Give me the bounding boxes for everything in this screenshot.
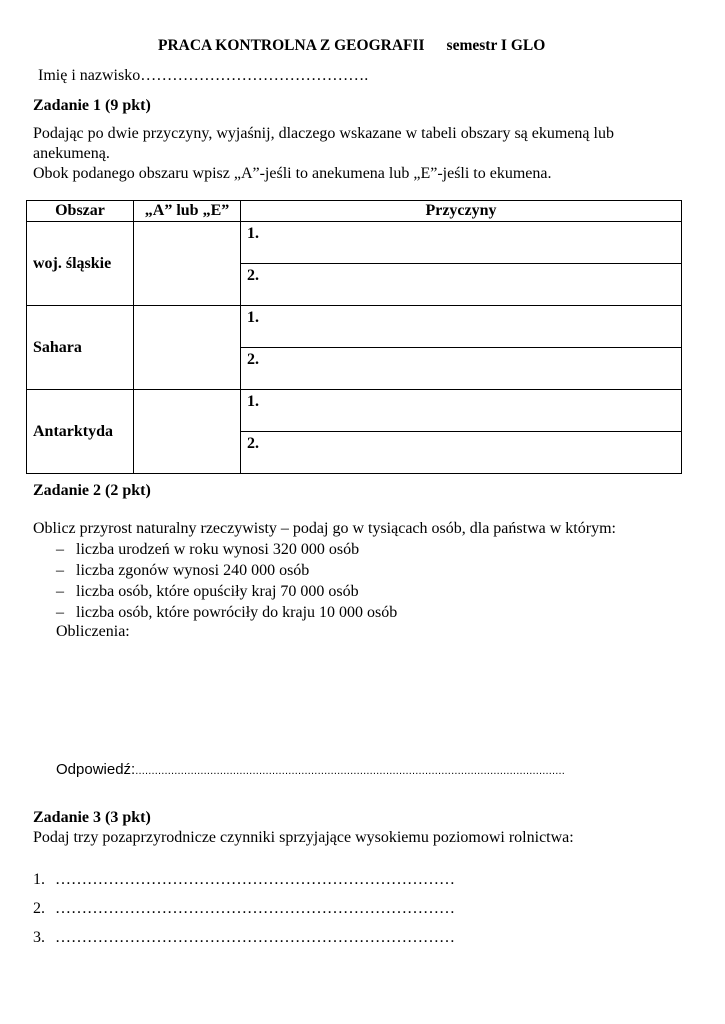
line-dots: ………………………………………………………………… <box>55 871 455 888</box>
reason-cell[interactable]: 1. <box>241 390 682 432</box>
a-or-e-input-cell[interactable] <box>134 222 241 306</box>
list-item <box>56 539 397 560</box>
task1-instruction-line1: Podając po dwie przyczyny, wyjaśnij, dlaczego wskazane w tabeli obszary są ekumeną lub <box>33 125 614 142</box>
header-reasons: Przyczyny <box>241 201 682 222</box>
a-or-e-input-cell[interactable] <box>134 390 241 474</box>
reason-cell[interactable]: 2. <box>241 264 682 306</box>
dash-marker: – <box>56 583 64 600</box>
area-cell: woj. śląskie <box>27 222 134 306</box>
task3-instruction: Podaj trzy pozaprzyrodnicze czynniki sprzyjające wysokiemu poziomowi rolnictwa: <box>33 829 574 846</box>
task2-bullet-list <box>56 539 397 623</box>
calculations-area[interactable] <box>56 645 681 750</box>
reason-cell[interactable]: 2. <box>241 432 682 474</box>
list-item <box>56 581 397 602</box>
area-cell: Antarktyda <box>27 390 134 474</box>
area-cell: Sahara <box>27 306 134 390</box>
page-title <box>158 36 545 56</box>
dash-marker: – <box>56 562 64 579</box>
answer-line-2[interactable] <box>33 899 455 919</box>
line-dots: ………………………………………………………………… <box>55 900 455 917</box>
task2-heading: Zadanie 2 (2 pkt) <box>33 482 151 499</box>
reason-cell[interactable]: 1. <box>241 306 682 348</box>
line-number: 3. <box>33 929 45 946</box>
dash-marker: – <box>56 604 64 621</box>
answer-line-1[interactable] <box>33 870 455 890</box>
table-header-row <box>27 201 682 222</box>
title-text: PRACA KONTROLNA Z GEOGRAFII <box>158 37 425 54</box>
header-a-or-e: „A” lub „E” <box>134 201 241 222</box>
list-item-text: liczba osób, które powróciły do kraju 10 000 osób <box>76 604 398 621</box>
reason-cell[interactable]: 2. <box>241 348 682 390</box>
task2-instruction: Oblicz przyrost naturalny rzeczywisty – podaj go w tysiącach osób, dla państwa w którym: <box>33 520 616 537</box>
list-item <box>56 602 397 623</box>
answer-label: Odpowiedź: <box>56 761 136 778</box>
table-row <box>27 306 682 348</box>
dash-marker: – <box>56 541 64 558</box>
line-number: 1. <box>33 871 45 888</box>
task1-instruction-line2: anekumeną. <box>33 145 110 162</box>
task1-instruction-line3: Obok podanego obszaru wpisz „A”-jeśli to anekumena lub „E”-jeśli to ekumena. <box>33 165 552 182</box>
list-item-text: liczba osób, które opuściły kraj 70 000 osób <box>76 583 359 600</box>
list-item <box>56 560 397 581</box>
name-field-line[interactable]: Imię i nazwisko……………………………………. <box>38 67 369 84</box>
task3-heading: Zadanie 3 (3 pkt) <box>33 809 151 826</box>
answer-line-3[interactable] <box>33 928 455 948</box>
list-item-text: liczba zgonów wynosi 240 000 osób <box>76 562 310 579</box>
header-area: Obszar <box>27 201 134 222</box>
list-item-text: liczba urodzeń w roku wynosi 320 000 osób <box>76 541 360 558</box>
reason-cell[interactable]: 1. <box>241 222 682 264</box>
answer-line[interactable] <box>56 760 565 781</box>
answer-dots: .................................................................................................................................... <box>135 765 566 777</box>
table-row <box>27 390 682 432</box>
table-row <box>27 222 682 264</box>
line-number: 2. <box>33 900 45 917</box>
calculations-label: Obliczenia: <box>56 623 130 640</box>
a-or-e-input-cell[interactable] <box>134 306 241 390</box>
line-dots: ………………………………………………………………… <box>55 929 455 946</box>
semester-text: semestr I GLO <box>446 37 546 54</box>
task1-heading: Zadanie 1 (9 pkt) <box>33 97 151 114</box>
ecumene-table <box>26 200 682 474</box>
